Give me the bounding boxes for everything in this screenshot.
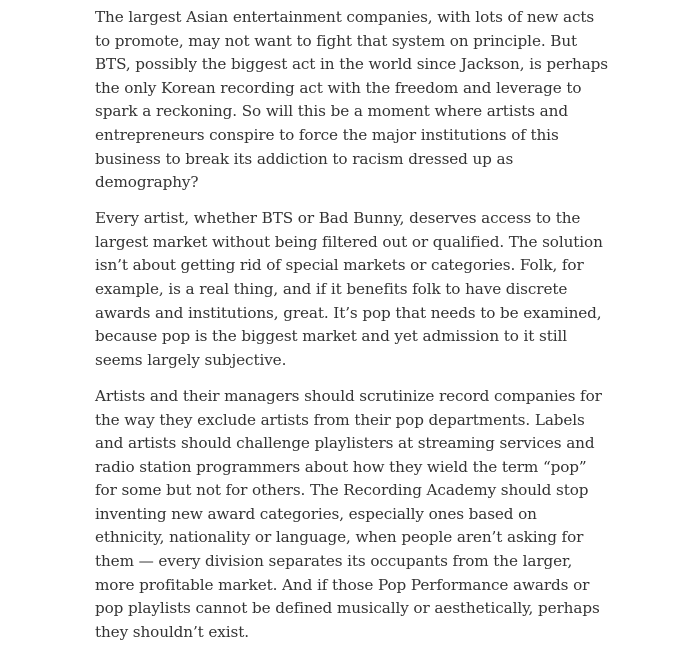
text-line: inventing new award categories, especially ones based on [95, 504, 537, 523]
paragraph-3 [95, 385, 602, 645]
text-line: them — every division separates its occupants from the larger, [95, 552, 573, 571]
text-line: ethnicity, nationality or language, when people aren’t asking for [95, 528, 584, 547]
text-line: for some but not for others. The Recording Academy should stop [95, 481, 589, 500]
article-body [95, 6, 608, 657]
text-line: and artists should challenge playlisters at streaming services and [95, 434, 595, 453]
text-line: awards and institutions, great. It’s pop that needs to be examined, [95, 303, 602, 322]
paragraph-1 [95, 6, 608, 195]
text-line: the way they exclude artists from their pop departments. Labels [95, 410, 585, 429]
text-line: because pop is the biggest market and yet admission to it still [95, 327, 567, 346]
text-line: pop playlists cannot be defined musically or aesthetically, perhaps [95, 599, 600, 618]
text-line: seems largely subjective. [95, 350, 287, 369]
text-line: the only Korean recording act with the freedom and leverage to [95, 78, 582, 97]
paragraph-2 [95, 207, 603, 372]
text-line: more profitable market. And if those Pop Performance awards or [95, 575, 590, 594]
text-line: isn’t about getting rid of special markets or categories. Folk, for [95, 256, 584, 275]
text-line: business to break its addiction to racism dressed up as [95, 149, 514, 168]
text-line: Every artist, whether BTS or Bad Bunny, deserves access to the [95, 209, 581, 228]
text-line: BTS, possibly the biggest act in the world since Jackson, is perhaps [95, 55, 608, 74]
text-line: The largest Asian entertainment companies, with lots of new acts [95, 8, 595, 26]
text-line: spark a reckoning. So will this be a moment where artists and [95, 102, 568, 121]
text-line: Artists and their managers should scrutinize record companies for [95, 386, 602, 405]
text-line: entrepreneurs conspire to force the major institutions of this [95, 125, 559, 144]
text-line: demography? [95, 173, 199, 192]
text-line: largest market without being filtered out or qualified. The solution [95, 232, 603, 251]
text-line: radio station programmers about how they wield the term “pop” [95, 457, 587, 476]
text-line: they shouldn’t exist. [95, 622, 249, 641]
text-line: to promote, may not want to fight that system on principle. But [95, 31, 578, 50]
text-line: example, is a real thing, and if it benefits folk to have discrete [95, 280, 568, 299]
